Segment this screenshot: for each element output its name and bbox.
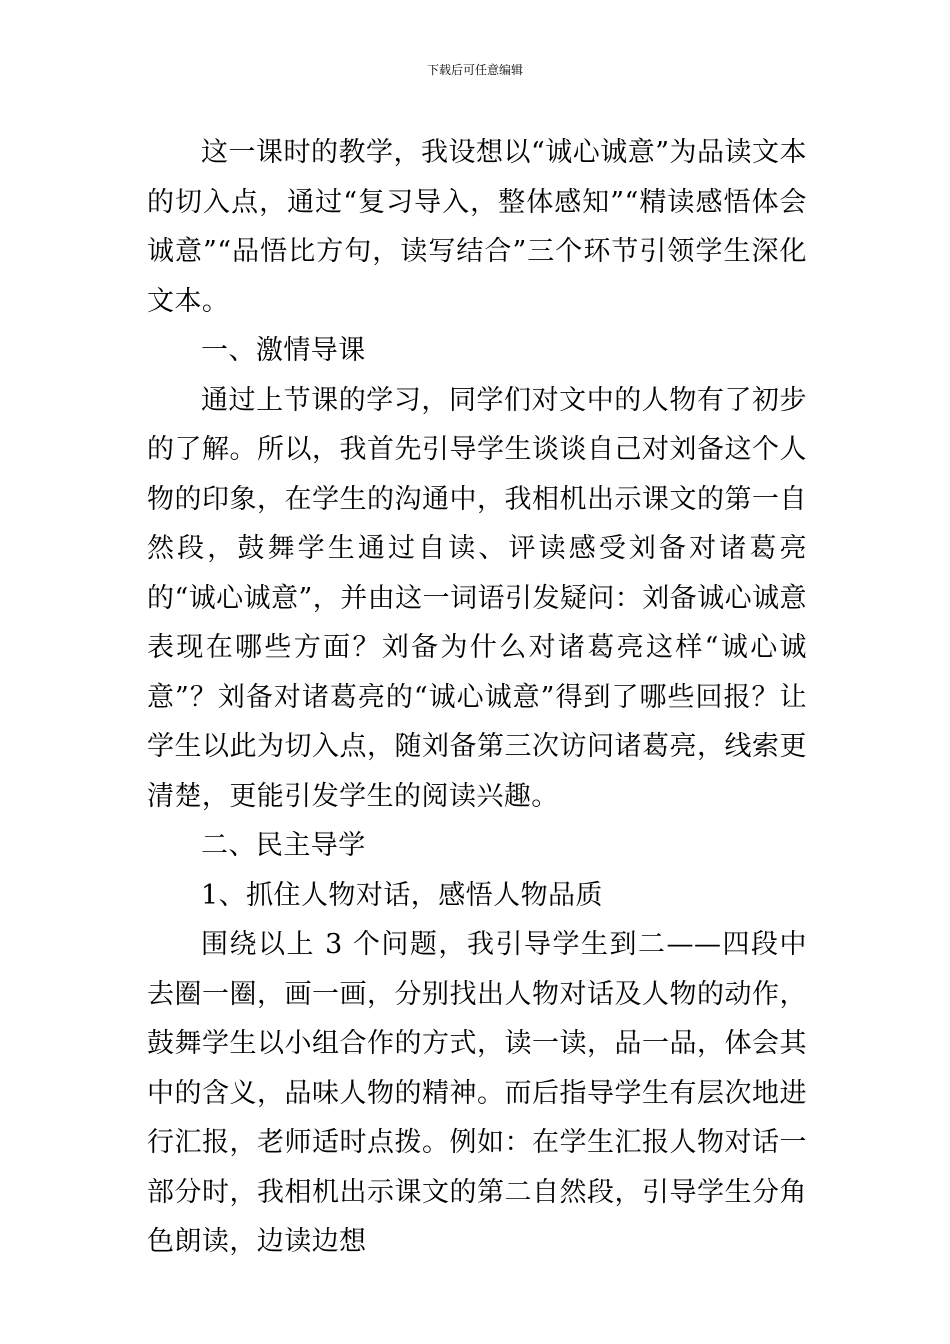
paragraph-intro: 这一课时的教学，我设想以“诚心诚意”为品读文本的切入点，通过“复习导入，整体感知”“精读感悟体会诚意”“品悟比方句，读写结合”三个环节引领学生深化文本。 <box>147 137 807 317</box>
paragraph-subsection-1: 围绕以上 3 个问题，我引导学生到二——四段中去圈一圈，画一画，分别找出人物对话及人物的动作，鼓舞学生以小组合作的方式，读一读，品一品，体会其中的含义，品味人物的精神。而后指导学生有层次地进行汇报，老师适时点拨。例如：在学生汇报人物对话一部分时，我相机出示课文的第二自然段，引导学生分角色朗读，边读边想 <box>147 929 807 1257</box>
section-heading-1: 一、激情导课 <box>201 335 366 366</box>
page-header: 下载后可任意编辑 <box>426 63 523 77</box>
paragraph-section-1: 通过上节课的学习，同学们对文中的人物有了初步的了解。所以，我首先引导学生谈谈自己对刘备这个人物的印象，在学生的沟通中，我相机出示课文的第一自然段，鼓舞学生通过自读、评读感受刘备对诸葛亮的“诚心诚意”，并由这一词语引发疑问：刘备诚心诚意表现在哪些方面？刘备为什么对诸葛亮这样“诚心诚意”？刘备对诸葛亮的“诚心诚意”得到了哪些回报？让学生以此为切入点，随刘备第三次访问诸葛亮，线索更清楚，更能引发学生的阅读兴趣。 <box>147 384 807 812</box>
subsection-heading-1: 1、抓住人物对话，感悟人物品质 <box>201 879 603 911</box>
section-heading-2: 二、民主导学 <box>201 830 366 861</box>
document-body <box>147 128 807 1267</box>
